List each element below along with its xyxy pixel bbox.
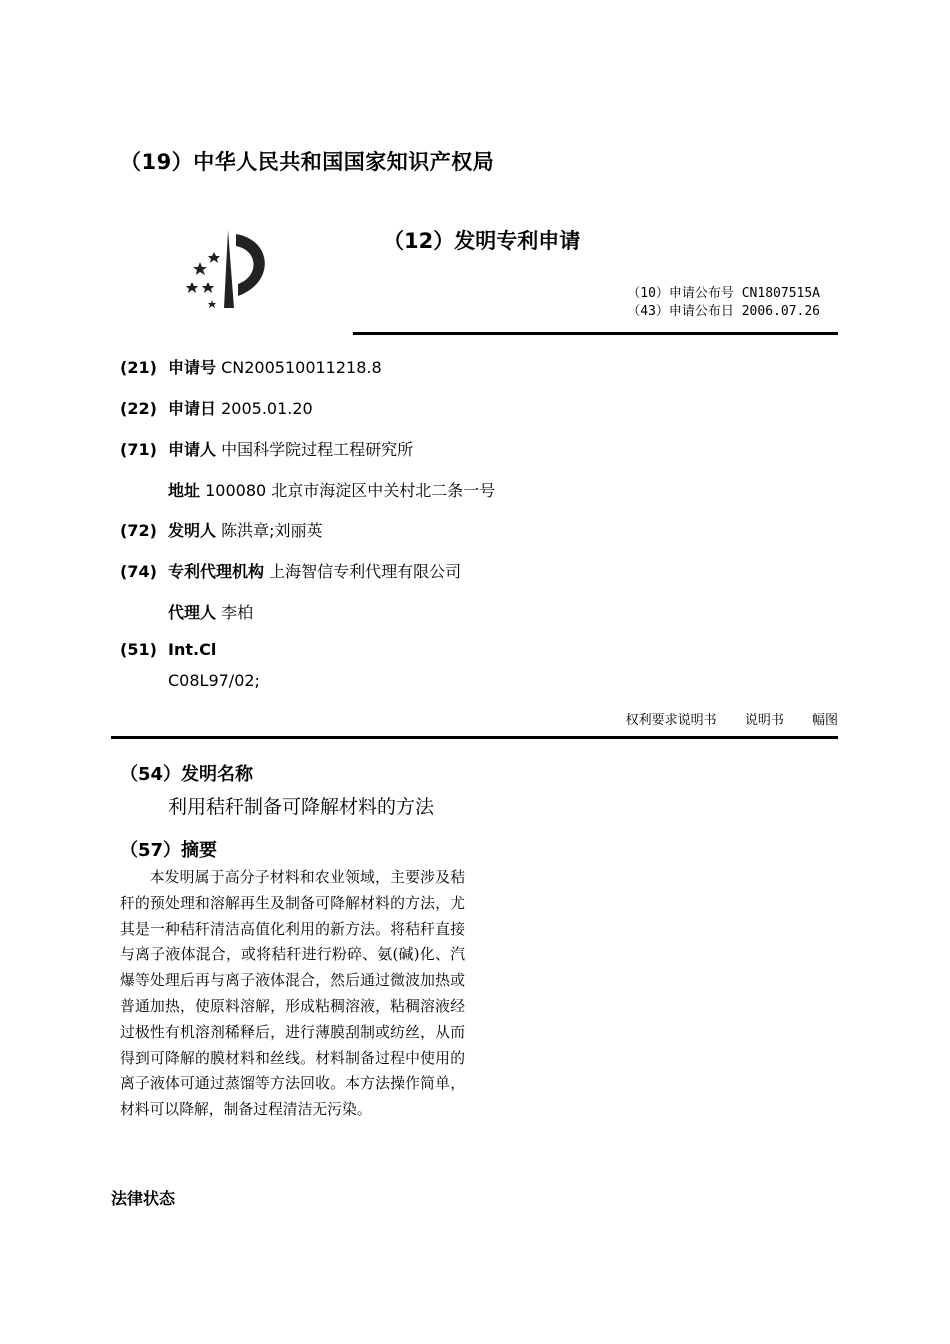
field-label: 地址	[168, 481, 201, 500]
agency-name: 上海智信专利代理有限公司	[264, 562, 462, 581]
document-type: （12）发明专利申请	[383, 229, 581, 253]
field-code: (21)	[120, 358, 157, 377]
address-value: 100080 北京市海淀区中关村北二条一号	[200, 481, 496, 500]
application-number: CN200510011218.8	[216, 358, 382, 377]
applicant-row	[120, 437, 413, 460]
field-code: (74)	[120, 562, 157, 581]
abstract-heading: （57）摘要	[120, 840, 218, 861]
claims-link[interactable]: 权利要求说明书	[625, 713, 717, 728]
document-nav	[612, 709, 838, 728]
field-label: 代理人	[168, 603, 217, 622]
field-label: Int.Cl	[168, 640, 217, 659]
inventor-names: 陈洪章;刘丽英	[216, 521, 323, 540]
publication-date: （43）申请公布日 2006.07.26	[627, 304, 820, 319]
agent-row	[168, 600, 253, 623]
field-label: 专利代理机构	[168, 562, 265, 581]
cnipa-logo-icon	[178, 222, 284, 314]
invention-title: 利用秸秆制备可降解材料的方法	[168, 796, 435, 818]
office-name: （19）中华人民共和国国家知识产权局	[120, 150, 495, 174]
inventor-row	[120, 518, 323, 541]
application-number-row	[120, 355, 382, 378]
field-label: 申请人	[168, 440, 217, 459]
publication-info	[627, 285, 820, 321]
field-label: 发明人	[168, 521, 217, 540]
section-divider	[111, 736, 838, 739]
field-code: (71)	[120, 440, 157, 459]
application-date: 2005.01.20	[216, 399, 313, 418]
description-link[interactable]: 说明书	[744, 713, 784, 728]
field-code: (22)	[120, 399, 157, 418]
field-label: 申请号	[168, 358, 217, 377]
address-row	[168, 478, 495, 501]
field-code: (72)	[120, 521, 157, 540]
ipc-value: C08L97/02;	[168, 671, 260, 690]
ipc-row	[120, 640, 216, 659]
applicant-name: 中国科学院过程工程研究所	[216, 440, 414, 459]
agency-row	[120, 559, 461, 582]
field-code: (51)	[120, 640, 157, 659]
invention-name-heading: （54）发明名称	[120, 764, 254, 785]
field-label: 申请日	[168, 399, 217, 418]
drawings-link[interactable]: 幅图	[811, 713, 838, 728]
legal-status-heading: 法律状态	[111, 1189, 176, 1208]
application-date-row	[120, 396, 313, 419]
abstract-text: 本发明属于高分子材料和农业领域，主要涉及秸秆的预处理和溶解再生及制备可降解材料的方法，尤其是一种秸秆清洁高值化利用的新方法。将秸秆直接与离子液体混合，或将秸秆进行粉碎、氨(碱)化、汽爆等处理后再与离子液体混合，然后通过微波加热或普通加热，使原料溶解，形成粘稠溶液，粘稠溶液经过极性有机溶剂稀释后，进行薄膜刮制或纺丝，从而得到可降解的膜材料和丝线。材料制备过程中使用的离子液体可通过蒸馏等方法回收。本方法操作简单，材料可以降解，制备过程清洁无污染。	[120, 869, 465, 1119]
header-divider	[353, 332, 838, 335]
publication-number: （10）申请公布号 CN1807515A	[627, 286, 820, 301]
agent-name: 李柏	[216, 603, 254, 622]
